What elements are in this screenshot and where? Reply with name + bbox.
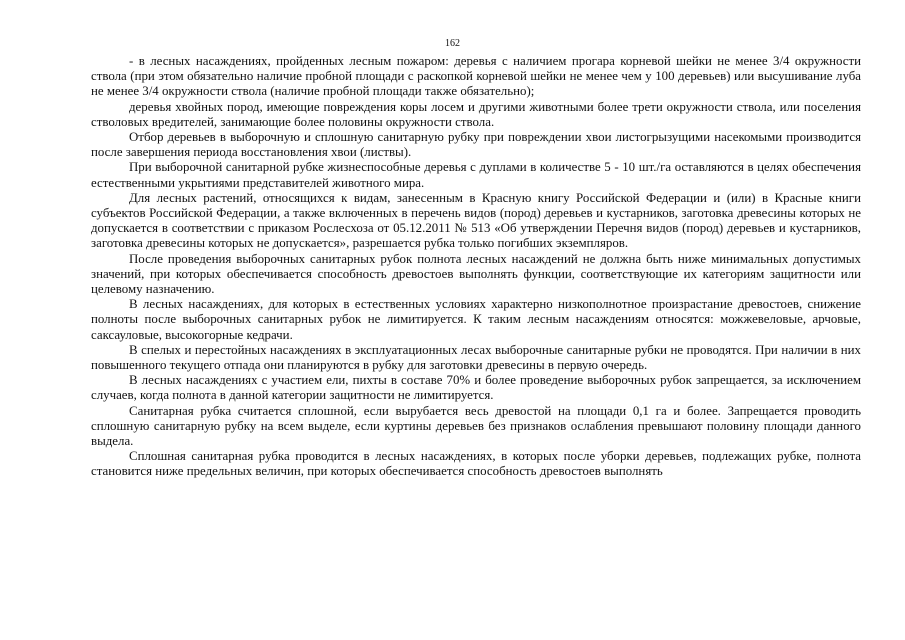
paragraph-hollow-trees: При выборочной санитарной рубке жизнеспособные деревья с дуплами в количестве 5 - 10 шт./га оставляются в целях обеспечения естественными укрытиями представителей животного мира. bbox=[91, 160, 861, 190]
paragraph-clear-cutting-definition: Санитарная рубка считается сплошной, если вырубается весь древостой на площади 0,1 га и более. Запрещается проводить сплошную санитарную рубку на всем выделе, если куртины деревьев без признаков ослабления превышают половину площади данного выдела. bbox=[91, 403, 861, 449]
paragraph-needle-damage-selection: Отбор деревьев в выборочную и сплошную санитарную рубку при повреждении хвои листогрызущими насекомыми производится после завершения периода восстановления хвои (листвы). bbox=[91, 130, 861, 160]
paragraph-red-book-species: Для лесных растений, относящихся к видам, занесенным в Красную книгу Российской Федерации и (или) в Красные книги субъектов Российской Федерации, а также включенных в перечень видов (пород) деревьев и кустарников, заготовка древесины которых не допускается в соответствии с приказом Рослесхоза от 05.12.2011 № 513 «Об утверждении Перечня видов (пород) деревьев и кустарников, заготовка древесины которых не допускается», разрешается рубка только погибших экземпляров. bbox=[91, 190, 861, 251]
paragraph-minimum-density: После проведения выборочных санитарных рубок полнота лесных насаждений не должна быть ниже минимальных допустимых значений, при которых обеспечивается способность древостоев выполнять функции, соответствующие их категориям защитности или целевому назначению. bbox=[91, 251, 861, 297]
document-body bbox=[91, 54, 861, 480]
paragraph-fire-damaged-trees: - в лесных насаждениях, пройденных лесным пожаром: деревья с наличием прогара корневой шейки не менее 3/4 окружности ствола (при этом обязательно наличие пробной площади с раскопкой корневой шейки не менее чем у 100 деревьев) или высушивание луба не менее 3/4 окружности ствола (наличие пробной площади также обязательно); bbox=[91, 54, 861, 99]
paragraph-low-density-stands: В лесных насаждениях, для которых в естественных условиях характерно низкополнотное произрастание древостоев, снижение полноты после выборочных санитарных рубок не лимитируется. К таким лесным насаждениям относятся: можжевеловые, арчовые, саксауловые, высокогорные кедрачи. bbox=[91, 297, 861, 342]
paragraph-mature-stands: В спелых и перестойных насаждениях в эксплуатационных лесах выборочные санитарные рубки не проводятся. При наличии в них повышенного текущего отпада они планируются в рубку для заготовки древесины в первую очередь. bbox=[91, 342, 861, 373]
paragraph-clear-cutting-conditions: Сплошная санитарная рубка проводится в лесных насаждениях, в которых после уборки деревьев, подлежащих рубке, полнота становится ниже предельных величин, при которых обеспечивается способность древостоев выполнять bbox=[91, 449, 861, 479]
page-number: 162 bbox=[445, 38, 460, 49]
paragraph-spruce-fir-stands: В лесных насаждениях с участием ели, пихты в составе 70% и более проведение выборочных рубок запрещается, за исключением случаев, когда полнота в данной категории защитности не лимитируется. bbox=[91, 373, 861, 403]
paragraph-conifer-bark-damage: деревья хвойных пород, имеющие повреждения коры лосем и другими животными более трети окружности ствола, или поселения стволовых вредителей, занимающие более половины окружности ствола. bbox=[91, 99, 861, 129]
